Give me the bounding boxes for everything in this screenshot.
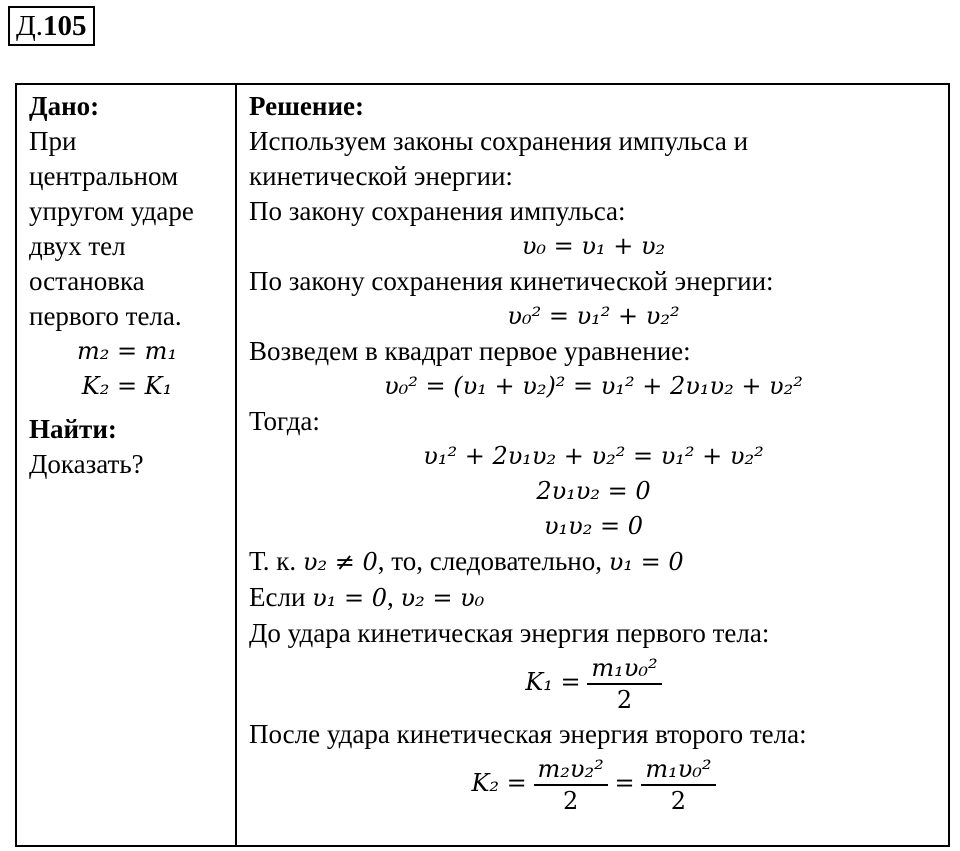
since-math: υ₁ = 0 — [608, 548, 684, 576]
square-equation: υ₀² = (υ₁ + υ₂)² = υ₁² + 2υ₁υ₂ + υ₂² — [384, 372, 803, 400]
given-header: Дано: — [29, 91, 100, 121]
k1-formula — [249, 653, 938, 715]
k1-numerator: m₁υ₀² — [587, 653, 661, 685]
then-equation: 2υ₁υ₂ = 0 — [536, 477, 651, 505]
solution-row — [16, 84, 949, 846]
solution-intro-line: Используем законы сохранения импульса и — [249, 126, 749, 156]
solution-header: Решение: — [249, 91, 364, 121]
given-line: первого тела. — [29, 301, 182, 331]
after-impact-label: После удара кинетическая энергия второго тела: — [249, 719, 807, 749]
k2-equals: = — [614, 769, 635, 798]
k1-denominator: 2 — [616, 686, 633, 714]
since-math: υ₂ ≠ 0 — [302, 548, 378, 576]
find-header: Найти: — [29, 414, 117, 444]
then-equation: υ₁υ₂ = 0 — [543, 512, 644, 540]
given-equation-energy: K₂ = K₁ — [81, 372, 173, 400]
task-prefix: Д. — [16, 9, 44, 42]
given-line: двух тел — [29, 231, 126, 261]
solution-table — [15, 83, 950, 847]
if-math: υ₁ = 0 — [312, 584, 388, 612]
since-text: , то, следовательно, — [377, 546, 609, 576]
solution-column — [236, 84, 949, 846]
k1-fraction — [587, 653, 661, 715]
energy-equation: υ₀² = υ₁² + υ₂² — [507, 302, 680, 330]
solution-intro-line: кинетической энергии: — [249, 161, 513, 191]
given-line: упругом ударе — [29, 196, 194, 226]
k2-denominator: 2 — [670, 787, 687, 815]
k2-lhs: K₂ = — [471, 769, 527, 798]
momentum-equation: υ₀ = υ₁ + υ₂ — [521, 232, 666, 260]
before-impact-label: До удара кинетическая энергия первого тела: — [249, 618, 770, 648]
k1-lhs: K₁ = — [525, 668, 581, 697]
task-number-label — [8, 6, 95, 46]
given-line: При — [29, 126, 77, 156]
k2-numerator: m₂υ₂² — [534, 754, 608, 786]
find-text: Доказать? — [29, 449, 144, 479]
energy-label: По закону сохранения кинетической энергии: — [249, 266, 774, 296]
k2-fraction — [534, 754, 608, 816]
given-line: центральном — [29, 161, 179, 191]
if-separator: , — [387, 582, 401, 612]
task-number: 105 — [43, 9, 87, 42]
since-line — [249, 544, 938, 580]
k2-numerator: m₁υ₀² — [641, 754, 715, 786]
given-column — [16, 84, 236, 846]
since-text: Т. к. — [249, 546, 303, 576]
square-label: Возведем в квадрат первое уравнение: — [249, 336, 691, 366]
given-line: остановка — [29, 266, 145, 296]
k2-fraction — [641, 754, 715, 816]
momentum-label: По закону сохранения импульса: — [249, 196, 626, 226]
given-equation-mass: m₂ = m₁ — [76, 337, 178, 365]
if-line — [249, 580, 938, 616]
if-text: Если — [249, 582, 313, 612]
k2-formula — [249, 754, 938, 816]
then-equation: υ₁² + 2υ₁υ₂ + υ₂² = υ₁² + υ₂² — [423, 442, 764, 470]
then-label: Тогда: — [249, 406, 320, 436]
if-math: υ₂ = υ₀ — [400, 584, 485, 612]
k2-denominator: 2 — [562, 787, 579, 815]
